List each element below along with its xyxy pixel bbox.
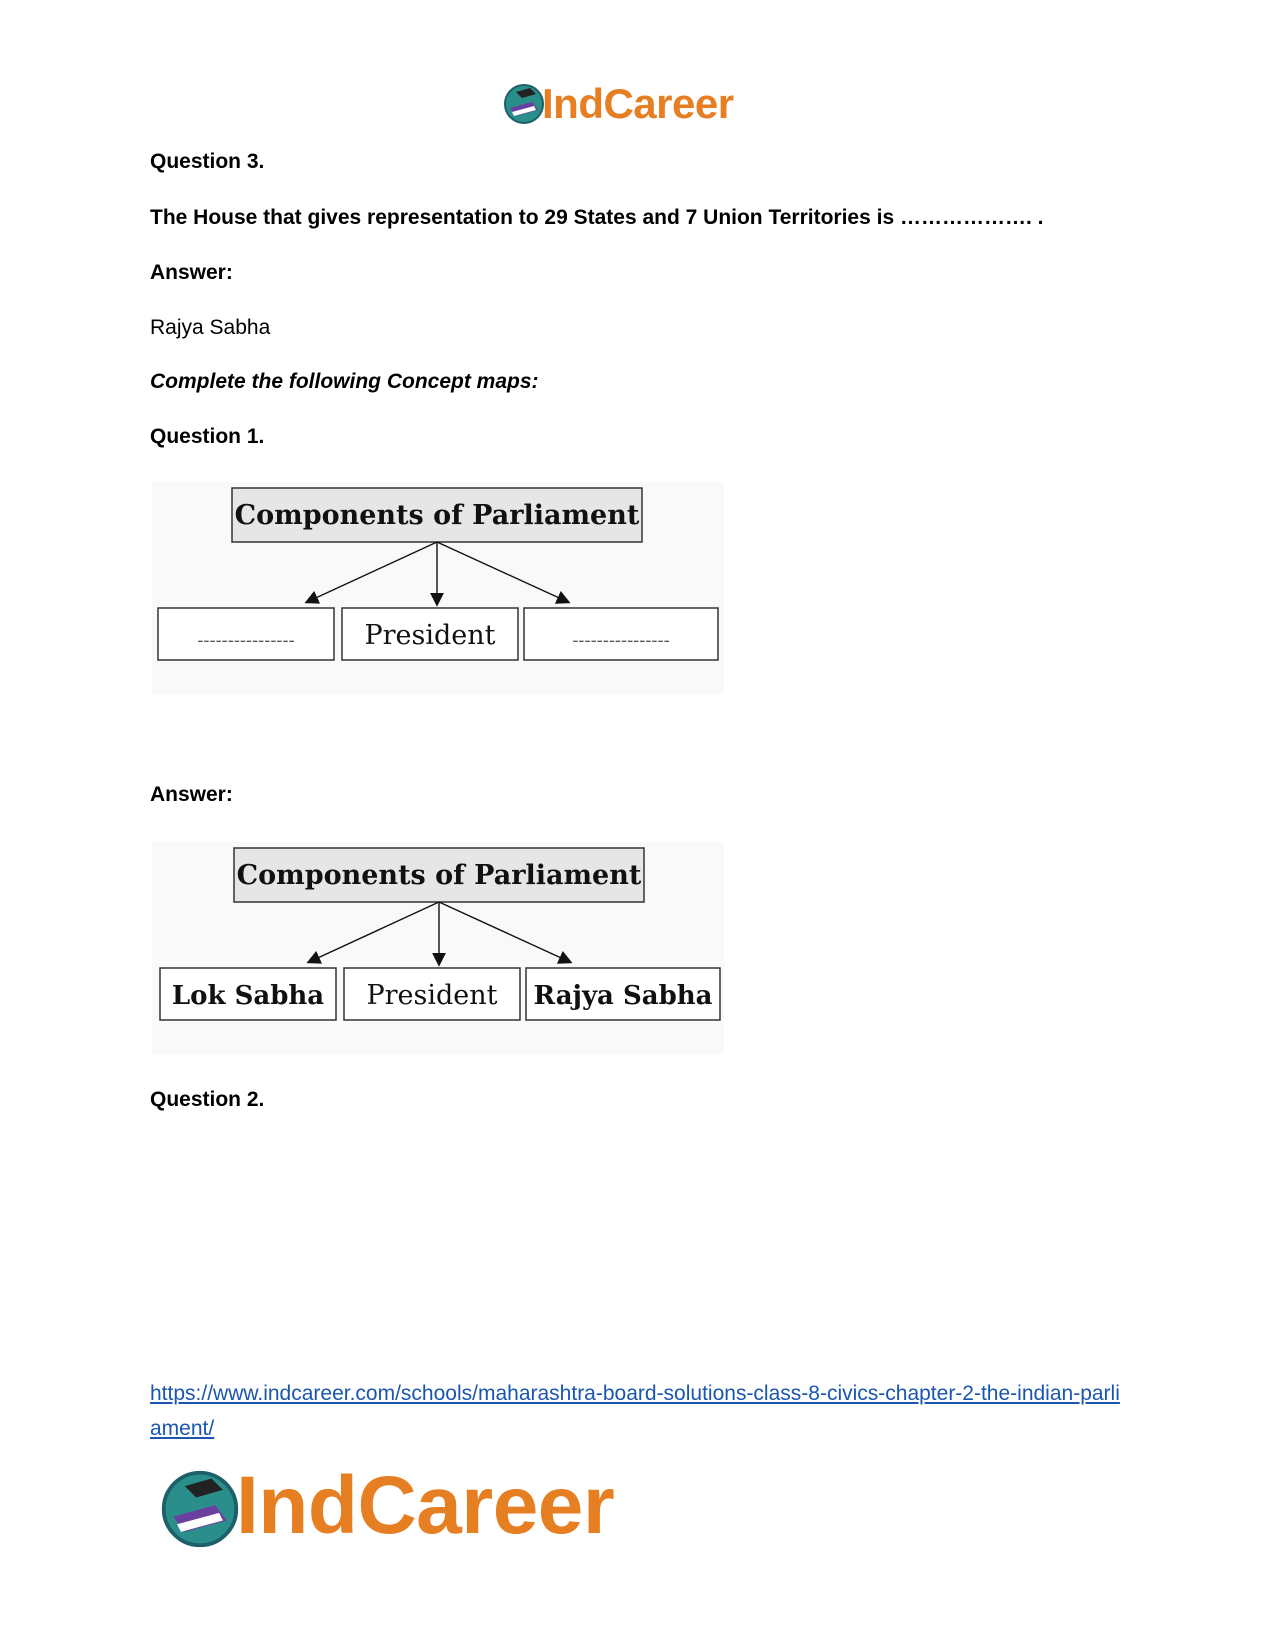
- answer-child-node-2-label: President: [366, 980, 498, 1011]
- question-1-label: Question 1.: [150, 425, 265, 448]
- source-link[interactable]: https://www.indcareer.com/schools/maharashtra-board-solutions-class-8-civics-chapter-2-the-indian-parliament/: [150, 1382, 1120, 1440]
- globe-icon: [158, 1467, 242, 1551]
- globe-icon: [502, 82, 546, 126]
- logo-wordmark: IndCareer: [542, 80, 734, 127]
- answer-child-node-1-label: Lok Sabha: [171, 981, 325, 1011]
- section-heading: Complete the following Concept maps:: [150, 370, 539, 393]
- question-1-answer-label: Answer:: [150, 783, 233, 806]
- child-node-1-label: ----------------: [197, 630, 295, 651]
- indcareer-logo-bottom: [158, 1460, 698, 1559]
- child-node-2-label: President: [364, 620, 496, 651]
- arrow-right: [437, 542, 568, 602]
- concept-map-answer: [152, 842, 724, 1054]
- root-node-label: Components of Parliament: [234, 500, 640, 531]
- answer-arrow-right: [439, 902, 570, 962]
- question-3-answer-label: Answer:: [150, 261, 233, 284]
- question-3-text: The House that gives representation to 29 States and 7 Union Territories is ………………. .: [150, 206, 1044, 229]
- concept-map-question: [152, 482, 724, 694]
- answer-arrow-left: [309, 902, 439, 962]
- arrow-left: [307, 542, 437, 602]
- answer-root-node-label: Components of Parliament: [236, 860, 642, 891]
- answer-child-node-3-label: Rajya Sabha: [533, 981, 713, 1011]
- question-3-answer: Rajya Sabha: [150, 316, 271, 339]
- logo-wordmark-large: IndCareer: [236, 1460, 615, 1551]
- child-node-3-label: ----------------: [572, 630, 670, 651]
- question-3-label: Question 3.: [150, 150, 265, 173]
- question-2-label: Question 2.: [150, 1088, 265, 1111]
- indcareer-logo-top: [502, 78, 782, 130]
